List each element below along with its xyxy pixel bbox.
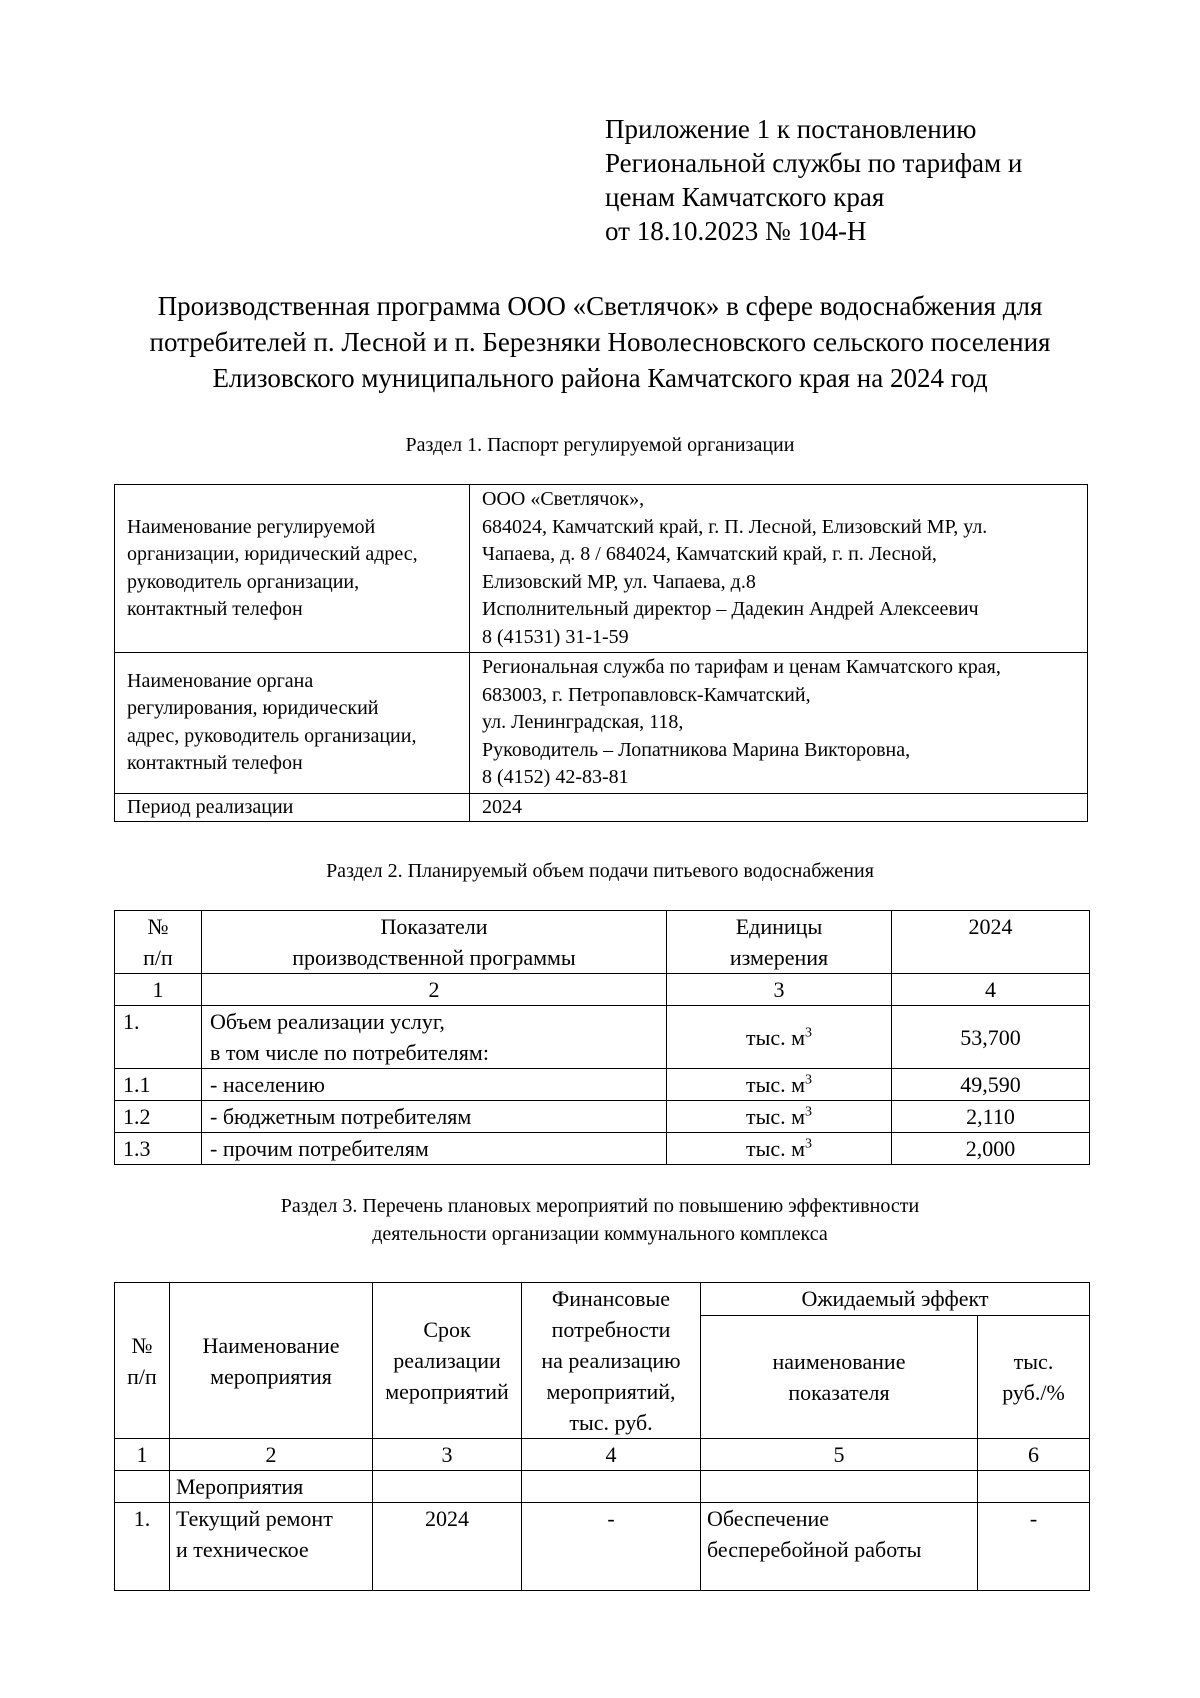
header-line: показателя	[788, 1380, 890, 1405]
col-number: 5	[701, 1439, 978, 1471]
row-value: 2,000	[892, 1133, 1090, 1165]
header-year: 2024	[892, 911, 1090, 974]
col-number: 4	[522, 1439, 701, 1471]
appendix-line: от 18.10.2023 № 104-Н	[605, 216, 867, 246]
row-num: 1.	[115, 1006, 202, 1069]
value-line: 684024, Камчатский край, г. П. Лесной, Елизовский МР, ул.	[482, 515, 988, 538]
col-number: 3	[667, 974, 892, 1006]
col-number: 2	[170, 1439, 373, 1471]
header-line: №	[131, 1332, 153, 1358]
table-header-row	[115, 1283, 1090, 1316]
header-line: наименование	[772, 1349, 906, 1374]
unit-sup: 3	[805, 1136, 813, 1152]
col-number: 1	[115, 1439, 170, 1471]
header-num	[115, 1283, 170, 1439]
value-line: ул. Ленинградская, 118,	[482, 711, 684, 733]
value-line: Региональная служба по тарифам и ценам Камчатского края,	[482, 656, 1001, 678]
value-line: 8 (41531) 31-1-59	[482, 625, 629, 648]
name-line: в том числе по потребителям:	[210, 1040, 489, 1065]
group-label: Мероприятия	[170, 1471, 373, 1503]
header-line: Единицы	[735, 914, 823, 939]
header-line: потребности	[551, 1317, 671, 1342]
row-value: 49,590	[892, 1069, 1090, 1101]
header-line: мероприятий,	[546, 1379, 676, 1404]
col-number: 4	[892, 974, 1090, 1006]
measures-table	[114, 1282, 1090, 1591]
column-number-row	[115, 1439, 1090, 1471]
passport-value	[470, 653, 1088, 794]
label-line: регулирования, юридический	[127, 697, 379, 720]
passport-label: Период реализации	[115, 793, 470, 822]
effect-line: Обеспечение	[707, 1506, 829, 1531]
header-name	[170, 1283, 373, 1439]
header-line: Наименование	[202, 1332, 340, 1358]
unit-text: тыс. м	[745, 1024, 806, 1050]
table-header-row	[115, 911, 1090, 974]
empty-cell	[373, 1471, 522, 1503]
passport-label	[115, 485, 470, 653]
passport-row-period	[115, 793, 1088, 822]
unit-sup: 3	[805, 1072, 813, 1088]
header-line: Показатели	[380, 914, 488, 939]
header-line: на реализацию	[541, 1348, 681, 1373]
value-line: Чапаева, д. 8 / 684024, Камчатский край, г. п. Лесной,	[482, 543, 937, 565]
title-line: потребителей п. Лесной и п. Березняки Новолесновского сельского поселения	[149, 327, 1051, 357]
appendix-line: Приложение 1 к постановлению	[605, 114, 977, 144]
row-unit	[667, 1069, 892, 1101]
row-num: 1.3	[115, 1133, 202, 1165]
appendix-line: ценам Камчатского края	[605, 182, 885, 212]
value-line: 8 (4152) 42-83-81	[482, 766, 629, 788]
header-line: Срок	[423, 1317, 471, 1342]
header-line: №	[147, 914, 169, 939]
row-effect-value: -	[978, 1503, 1090, 1591]
table-row	[115, 1006, 1090, 1069]
value-line: ООО «Светлячок»,	[482, 488, 645, 510]
header-line: измерения	[729, 945, 829, 970]
col-number: 1	[115, 974, 202, 1006]
row-name: - прочим потребителям	[202, 1133, 667, 1165]
row-value: 2,110	[892, 1101, 1090, 1133]
header-term	[373, 1283, 522, 1439]
label-line: руководитель организации,	[127, 570, 360, 593]
name-line: и техническое	[176, 1537, 309, 1562]
empty-cell	[522, 1471, 701, 1503]
header-effect-value	[978, 1316, 1090, 1439]
label-line: контактный телефон	[127, 598, 303, 620]
section3-heading	[100, 1192, 1100, 1248]
table-row	[115, 1503, 1090, 1591]
unit-text: тыс. м	[745, 1072, 806, 1097]
passport-row-organization	[115, 485, 1088, 653]
header-num	[115, 911, 202, 974]
row-num: 1.1	[115, 1069, 202, 1101]
passport-table	[114, 484, 1088, 822]
unit-sup: 3	[805, 1025, 813, 1041]
value-line: 683003, г. Петропавловск-Камчатский,	[482, 683, 811, 706]
document-title	[100, 288, 1100, 396]
section2-heading: Раздел 2. Планируемый объем подачи питьевого водоснабжения	[326, 860, 874, 882]
col-number: 6	[978, 1439, 1090, 1471]
appendix-line: Региональной службы по тарифам и	[605, 148, 1023, 178]
header-indicator	[202, 911, 667, 974]
unit-sup: 3	[805, 1104, 813, 1120]
name-line: Текущий ремонт	[176, 1506, 333, 1531]
group-row	[115, 1471, 1090, 1503]
header-line: мероприятий	[385, 1379, 509, 1404]
row-unit	[667, 1101, 892, 1133]
effect-line: бесперебойной работы	[707, 1537, 922, 1562]
row-name	[170, 1503, 373, 1591]
row-unit	[667, 1133, 892, 1165]
appendix-note	[605, 112, 1022, 248]
col-number: 2	[202, 974, 667, 1006]
label-line: организации, юридический адрес,	[127, 543, 418, 565]
title-line: Производственная программа ООО «Светлячок» в сфере водоснабжения для	[157, 291, 1043, 321]
row-unit	[667, 1006, 892, 1069]
header-line: п/п	[127, 1363, 157, 1389]
passport-label	[115, 653, 470, 794]
unit-text: тыс. м	[745, 1136, 806, 1161]
row-term: 2024	[373, 1503, 522, 1591]
label-line: Наименование регулируемой	[127, 515, 376, 538]
empty-cell	[978, 1471, 1090, 1503]
header-effect: Ожидаемый эффект	[701, 1283, 1090, 1316]
row-num: 1.2	[115, 1101, 202, 1133]
header-line: руб./%	[1002, 1380, 1065, 1405]
row-name: - бюджетным потребителям	[202, 1101, 667, 1133]
empty-cell	[115, 1471, 170, 1503]
row-finance: -	[522, 1503, 701, 1591]
row-name: - населению	[202, 1069, 667, 1101]
heading-line: деятельности организации коммунального комплекса	[372, 1223, 828, 1245]
value-line: Елизовский МР, ул. Чапаева, д.8	[482, 570, 756, 593]
table-row	[115, 1101, 1090, 1133]
header-unit	[667, 911, 892, 974]
passport-row-regulator	[115, 653, 1088, 794]
col-number: 3	[373, 1439, 522, 1471]
table-row	[115, 1133, 1090, 1165]
header-line: тыс. руб.	[569, 1410, 653, 1435]
unit-text: тыс. м	[745, 1104, 806, 1129]
section1-heading: Раздел 1. Паспорт регулируемой организации	[405, 434, 795, 456]
heading-line: Раздел 3. Перечень плановых мероприятий по повышению эффективности	[280, 1195, 920, 1217]
header-effect-name	[701, 1316, 978, 1439]
row-name	[202, 1006, 667, 1069]
header-finance	[522, 1283, 701, 1439]
value-line: Руководитель – Лопатникова Марина Викторовна,	[482, 738, 911, 761]
label-line: адрес, руководитель организации,	[127, 724, 417, 747]
header-line: производственной программы	[292, 945, 576, 970]
passport-value: 2024	[470, 793, 1088, 822]
passport-value	[470, 485, 1088, 653]
empty-cell	[701, 1471, 978, 1503]
header-line: реализации	[393, 1348, 501, 1373]
label-line: Наименование органа	[127, 669, 314, 692]
row-effect-name	[701, 1503, 978, 1591]
column-number-row	[115, 974, 1090, 1006]
header-line: тыс.	[1013, 1349, 1054, 1374]
table-row	[115, 1069, 1090, 1101]
value-line: Исполнительный директор – Дадекин Андрей Алексеевич	[482, 598, 979, 620]
label-line: контактный телефон	[127, 752, 303, 775]
header-line: п/п	[143, 945, 173, 970]
row-num: 1.	[115, 1503, 170, 1591]
header-line: мероприятия	[210, 1363, 332, 1389]
name-line: Объем реализации услуг,	[210, 1009, 445, 1034]
row-value: 53,700	[892, 1006, 1090, 1069]
title-line: Елизовского муниципального района Камчатского края на 2024 год	[212, 363, 988, 393]
header-line: Финансовые	[551, 1286, 671, 1311]
volume-table	[114, 910, 1090, 1165]
